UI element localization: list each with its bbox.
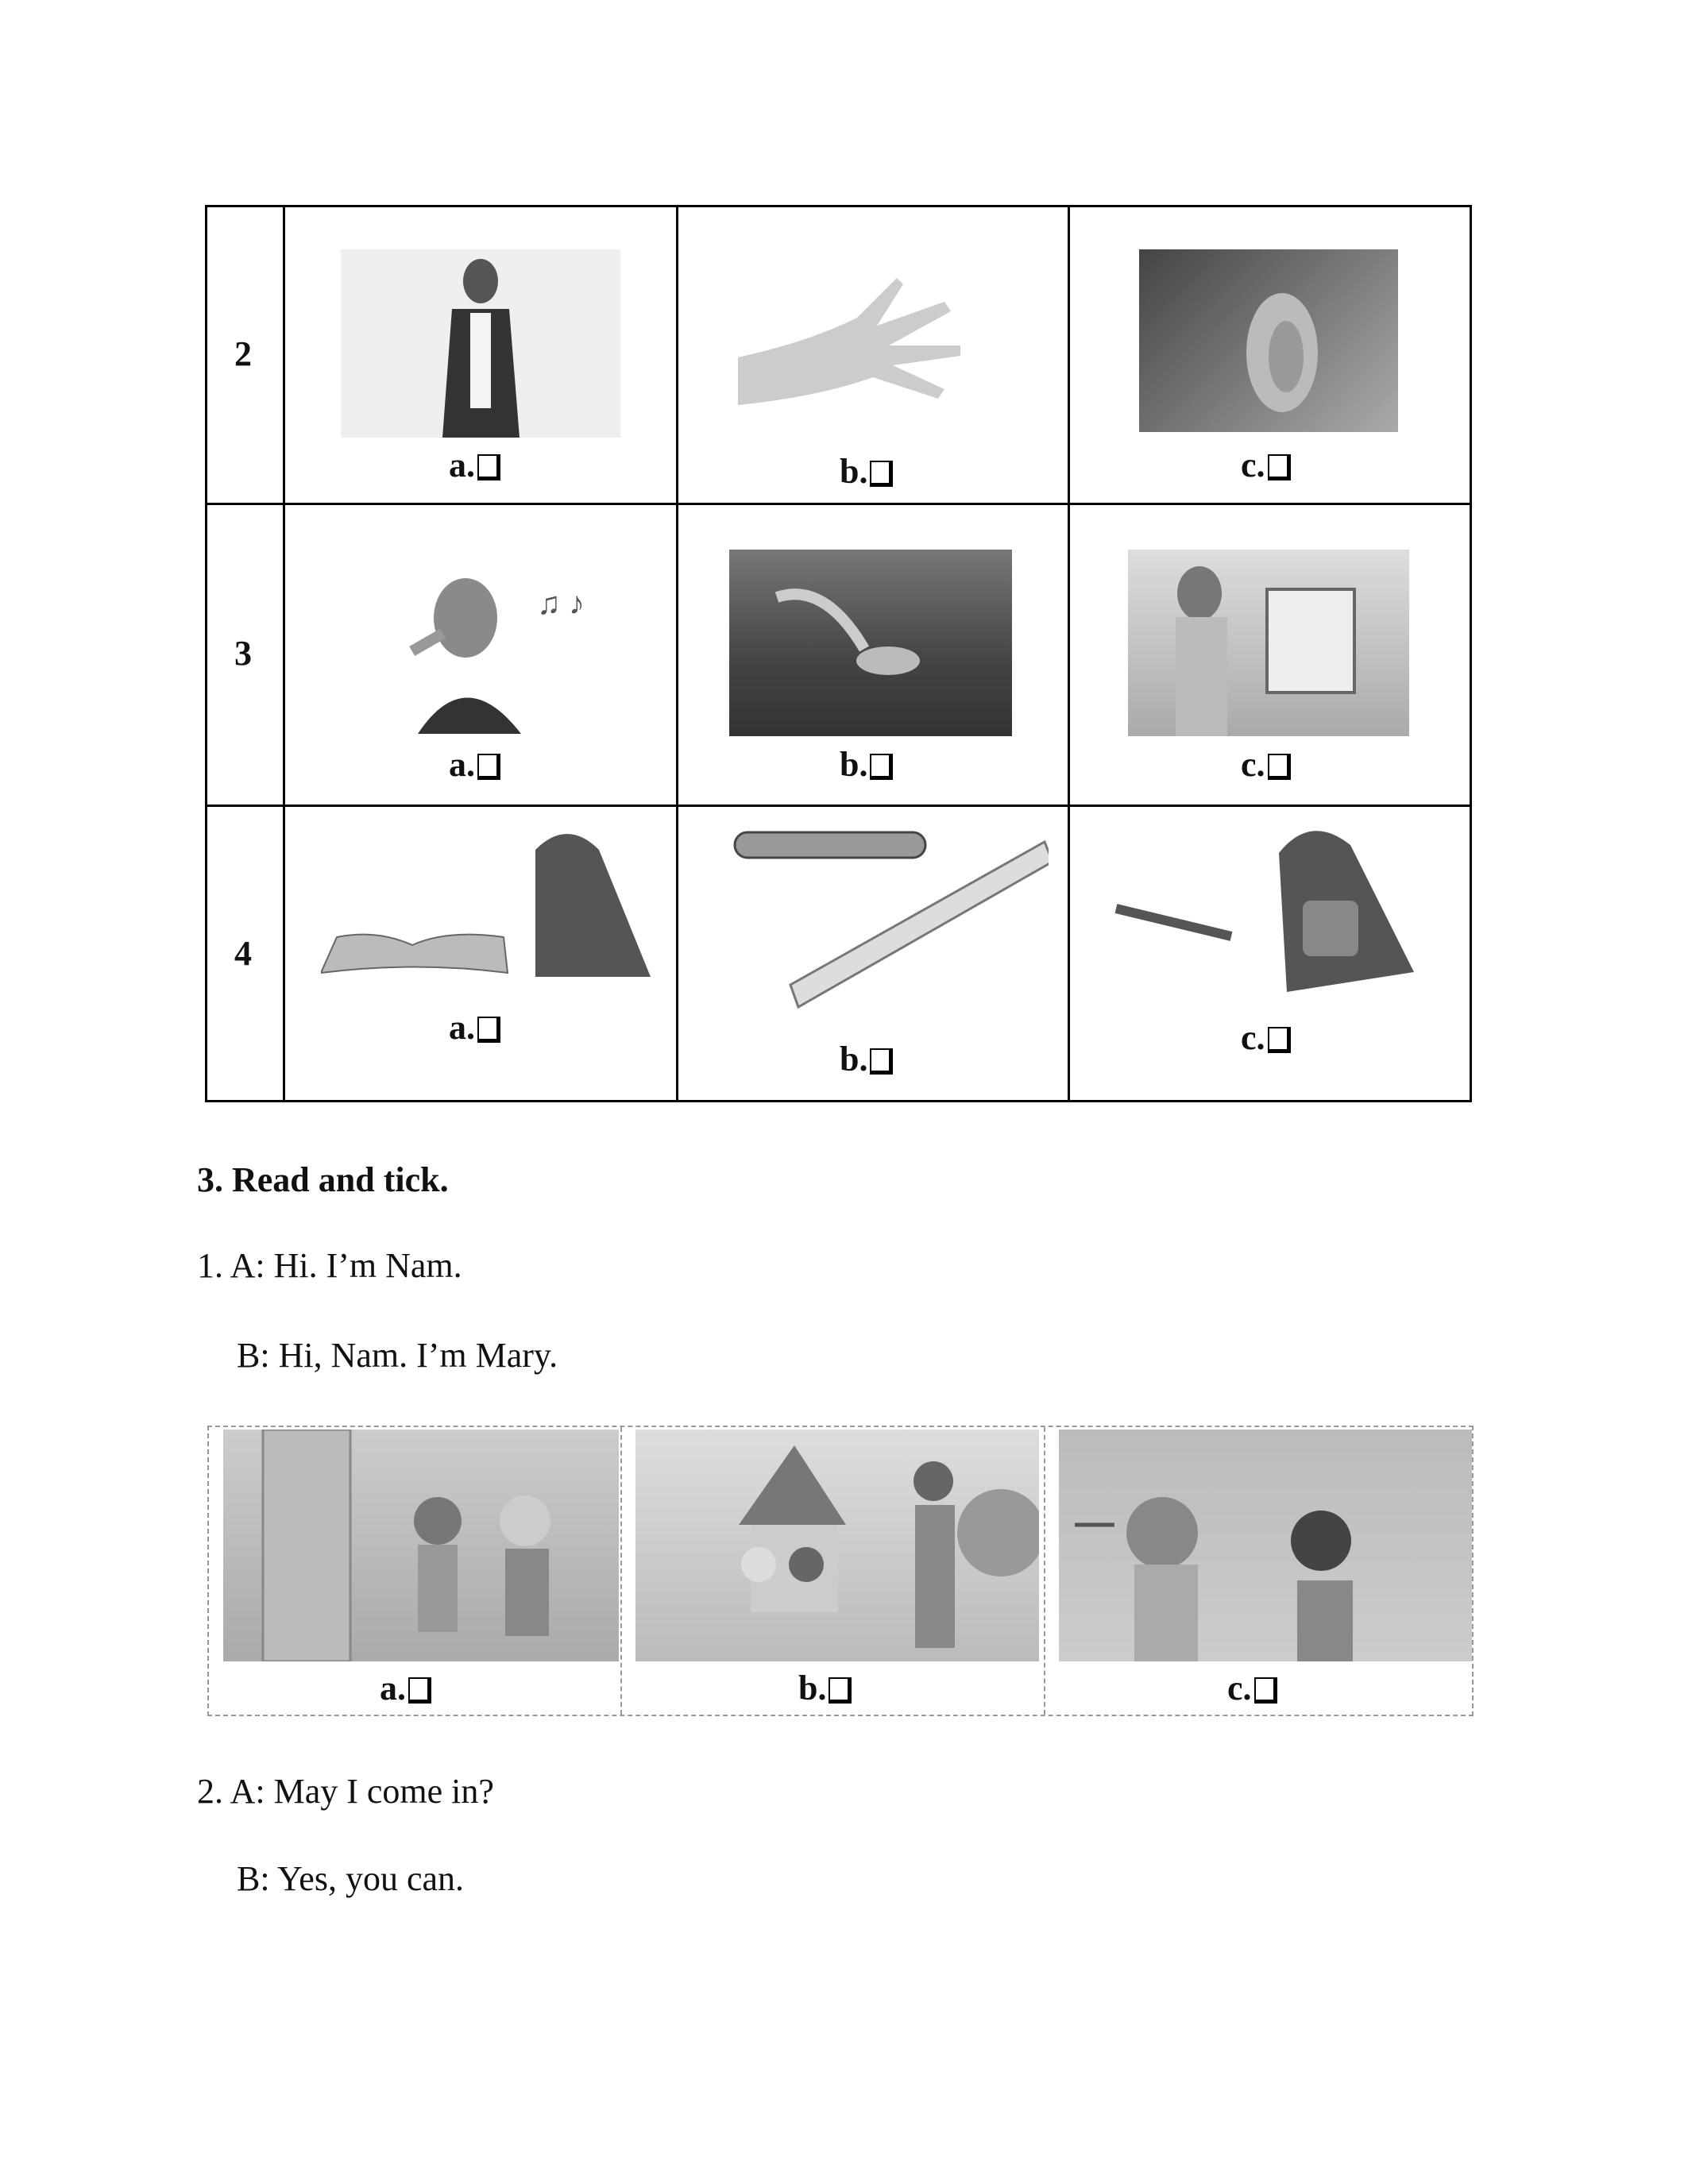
column-divider: [1044, 1427, 1045, 1715]
option-c-label[interactable]: [1241, 445, 1291, 485]
checkbox[interactable]: [1268, 754, 1291, 780]
option-b-label[interactable]: [840, 1039, 893, 1079]
checkbox[interactable]: [1254, 1677, 1277, 1704]
option-a-label[interactable]: [449, 445, 500, 485]
column-divider: [1068, 207, 1070, 1100]
marker-and-ruler: [731, 826, 1049, 1017]
checkbox[interactable]: [870, 754, 893, 780]
option-a-label[interactable]: [449, 744, 500, 785]
checkbox[interactable]: [1268, 454, 1291, 480]
row-divider: [207, 805, 1470, 807]
option-letter: c.: [1241, 745, 1265, 784]
option-letter: a.: [380, 1669, 406, 1707]
option-letter: c.: [1241, 1018, 1265, 1057]
dialogue-line-a: 1. A: Hi. I’m Nam.: [197, 1246, 462, 1285]
option-c-label[interactable]: [1227, 1668, 1277, 1708]
checkbox[interactable]: [1268, 1027, 1291, 1053]
section-heading: 3. Read and tick.: [197, 1160, 449, 1199]
column-divider: [620, 1427, 622, 1715]
checkbox[interactable]: [408, 1677, 431, 1704]
option-c-label[interactable]: [1241, 744, 1291, 785]
kids-meeting-teacher-picture: [635, 1430, 1039, 1661]
pen-and-backpack: [1112, 813, 1414, 996]
hand-photo: [738, 270, 969, 408]
girl-painting-photo: [1128, 550, 1409, 736]
row-divider: [207, 503, 1470, 505]
checkbox[interactable]: [829, 1677, 852, 1704]
option-letter: a.: [449, 745, 475, 784]
option-letter: c.: [1241, 446, 1265, 484]
row-number: 3: [234, 634, 252, 673]
dialogue-line-b: B: Yes, you can.: [237, 1859, 465, 1898]
checkbox[interactable]: [870, 461, 893, 487]
book-and-backpack: [321, 818, 655, 981]
row-number: 4: [234, 934, 252, 973]
checkbox[interactable]: [477, 754, 500, 780]
boy-in-jacket-photo: [341, 249, 620, 438]
dialogue-line-a: 2. A: May I come in?: [197, 1772, 494, 1811]
option-c-label[interactable]: [1241, 1017, 1291, 1058]
option-a-label[interactable]: [380, 1668, 431, 1708]
svg-text:♫ ♪: ♫ ♪: [537, 585, 585, 621]
option-a-label[interactable]: [449, 1007, 500, 1048]
ear-photo: [1139, 249, 1398, 432]
option-letter: a.: [449, 1008, 475, 1047]
column-divider: [676, 207, 678, 1100]
option-b-label[interactable]: [840, 451, 893, 492]
option-letter: b.: [840, 1040, 868, 1078]
option-b-label[interactable]: [798, 1668, 852, 1708]
option-b-label[interactable]: [840, 744, 893, 785]
option-letter: b.: [840, 745, 868, 784]
option-letter: b.: [798, 1669, 827, 1707]
kids-walking-to-school-picture: [223, 1430, 619, 1661]
column-divider: [283, 207, 285, 1100]
dialogue-line-b: B: Hi, Nam. I’m Mary.: [237, 1336, 558, 1375]
option-letter: a.: [449, 446, 475, 484]
option-letter: c.: [1227, 1669, 1252, 1707]
checkbox[interactable]: [477, 1017, 500, 1043]
kids-playing-picture: [1059, 1430, 1472, 1661]
swimming-photo: [729, 550, 1012, 736]
row-number: 2: [234, 334, 252, 373]
girl-singing-photo: [378, 574, 637, 734]
checkbox[interactable]: [477, 454, 500, 480]
checkbox[interactable]: [870, 1048, 893, 1075]
option-letter: b.: [840, 452, 868, 491]
